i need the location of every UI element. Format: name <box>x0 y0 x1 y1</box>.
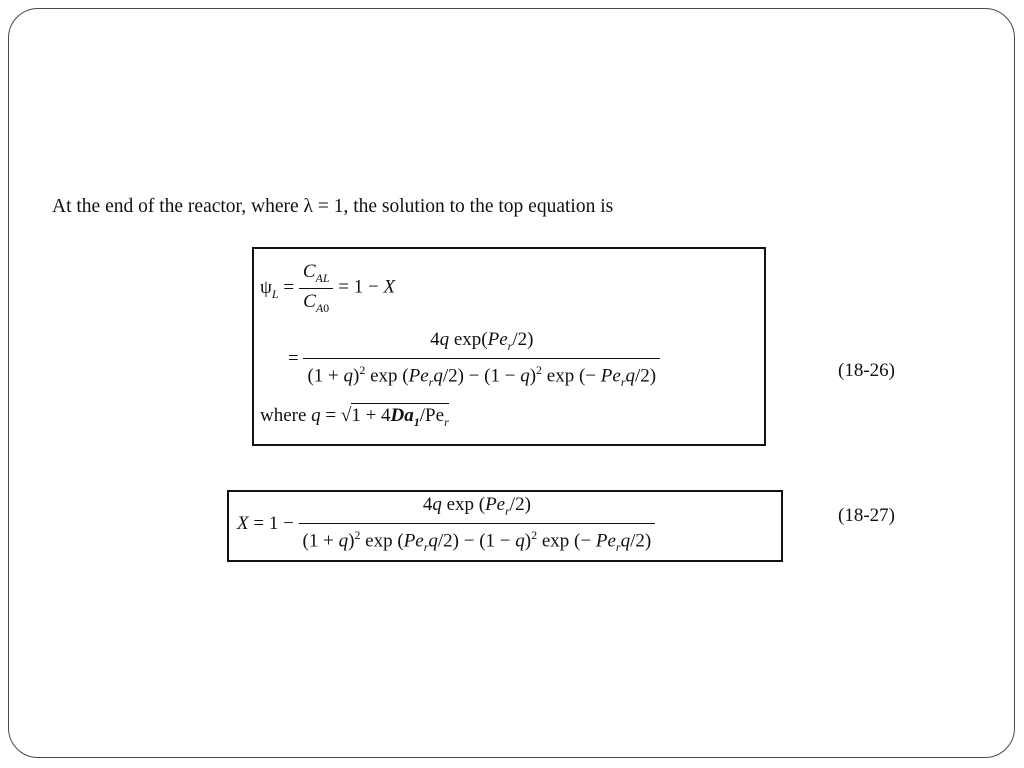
equation-18-26-line-1: $\psi_L$ = $\frac{C_{AL}}{C_{A0}}$ = 1 − X <box>260 261 396 315</box>
equation-18-26-where: where $q = √1 + 4Da_1/Pe_r$ <box>260 405 449 429</box>
equation-number-18-27: (18-27) <box>838 505 895 526</box>
equation-18-26-fraction: $\frac{4q \exp(Pe_r/2)}{(1 + q)^2 \exp (Pe_rq/2) - (1 - q)^2 \exp (- Pe_rq/2)}$ <box>303 329 660 390</box>
equation-18-27-fraction: $\frac{4q \exp (Pe_r/2)}{(1 + q)^2 \exp (Pe_rq/2) - (1 - q)^2 \exp (- Pe_rq/2)}$ <box>299 494 656 555</box>
equation-18-26-box <box>252 247 766 446</box>
equation-18-27-line: X = 1 − $\frac{4q \exp (Pe_r/2)}{(1 + q)^2 \exp (Pe_rq/2) - (1 - q)^2 \exp (- Pe_rq/2)}$ <box>237 494 655 555</box>
concentration-ratio: $\frac{C_{AL}}{C_{A0}}$ <box>299 261 334 316</box>
intro-text: At the end of the reactor, where λ = 1, the solution to the top equation is <box>52 196 614 217</box>
equation-18-26-line-2: = $\frac{4q \exp(Pe_r/2)}{(1 + q)^2 \exp (Pe_rq/2) - (1 - q)^2 \exp (- Pe_rq/2)}$ <box>288 329 660 390</box>
equation-number-18-26: (18-26) <box>838 360 895 381</box>
equation-18-27-box <box>227 490 783 562</box>
